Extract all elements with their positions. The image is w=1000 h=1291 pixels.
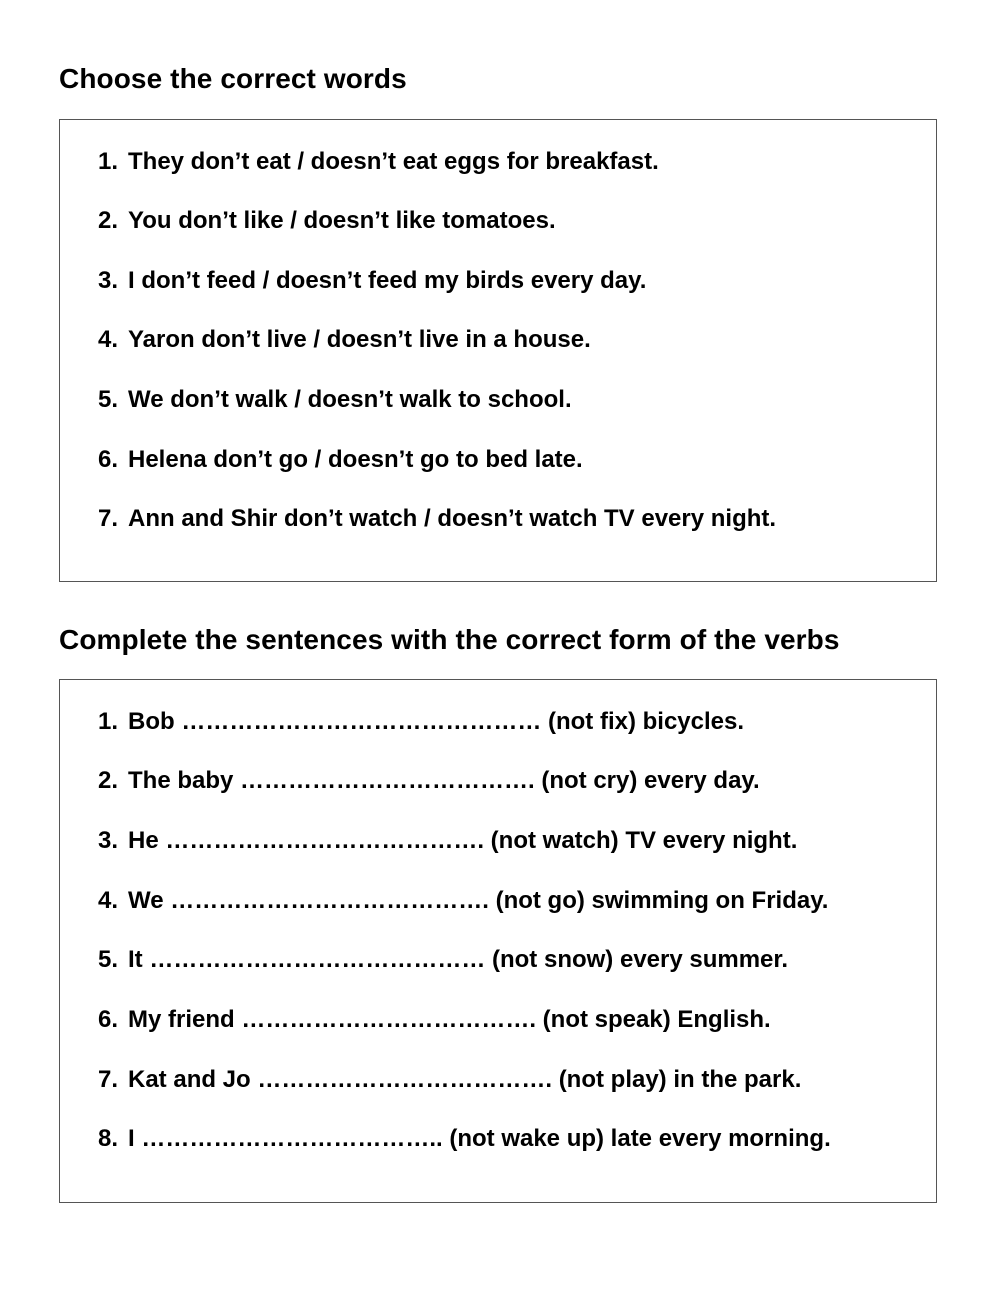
exercise-item-5 xyxy=(98,945,788,975)
item-number: 1. xyxy=(98,148,119,175)
item-text: My friend ………………………………. (not speak) English. xyxy=(128,1006,771,1033)
item-text: It …………………………………… (not snow) every summer. xyxy=(128,946,789,973)
item-number: 6. xyxy=(98,446,119,473)
exercise-item-2 xyxy=(98,206,556,236)
item-text: We …………………………………. (not go) swimming on Friday. xyxy=(128,887,829,914)
section-1-heading: Choose the correct words xyxy=(59,63,407,94)
item-text: I don’t feed / doesn’t feed my birds every day. xyxy=(128,267,647,294)
item-text: The baby ………………………………. (not cry) every day. xyxy=(128,767,760,794)
item-text: Kat and Jo ………………………………. (not play) in the park. xyxy=(128,1066,802,1093)
item-number: 3. xyxy=(98,267,119,294)
exercise-item-4 xyxy=(98,325,591,355)
item-text: They don’t eat / doesn’t eat eggs for breakfast. xyxy=(128,148,659,175)
item-number: 6. xyxy=(98,1006,119,1033)
exercise-item-7 xyxy=(98,1065,801,1095)
item-text: Ann and Shir don’t watch / doesn’t watch TV every night. xyxy=(128,505,777,532)
item-text: I ……………………………….. (not wake up) late every morning. xyxy=(128,1125,831,1152)
exercise-item-2 xyxy=(98,766,760,796)
item-number: 7. xyxy=(98,505,119,532)
item-text: Yaron don’t live / doesn’t live in a house. xyxy=(128,326,591,353)
item-number: 3. xyxy=(98,827,119,854)
item-text: He …………………………………. (not watch) TV every night. xyxy=(128,827,798,854)
item-number: 4. xyxy=(98,326,119,353)
item-number: 2. xyxy=(98,207,119,234)
item-number: 4. xyxy=(98,887,119,914)
item-text: Helena don’t go / doesn’t go to bed late. xyxy=(128,446,583,473)
complete-sentences-box xyxy=(59,679,937,1203)
item-text: You don’t like / doesn’t like tomatoes. xyxy=(128,207,556,234)
exercise-item-3 xyxy=(98,826,797,856)
item-number: 2. xyxy=(98,767,119,794)
choose-words-box xyxy=(59,119,937,582)
exercise-item-6 xyxy=(98,445,583,475)
exercise-item-8 xyxy=(98,1124,831,1154)
item-number: 5. xyxy=(98,946,119,973)
exercise-item-7 xyxy=(98,504,776,534)
item-number: 7. xyxy=(98,1066,119,1093)
exercise-item-6 xyxy=(98,1005,771,1035)
exercise-item-4 xyxy=(98,886,828,916)
section-2-heading: Complete the sentences with the correct form of the verbs xyxy=(59,624,840,655)
exercise-item-1 xyxy=(98,147,659,177)
exercise-item-1 xyxy=(98,707,744,737)
item-number: 8. xyxy=(98,1125,119,1152)
item-text: We don’t walk / doesn’t walk to school. xyxy=(128,386,572,413)
item-number: 1. xyxy=(98,708,119,735)
item-number: 5. xyxy=(98,386,119,413)
exercise-item-5 xyxy=(98,385,572,415)
exercise-item-3 xyxy=(98,266,646,296)
item-text: Bob ……………………………………… (not fix) bicycles. xyxy=(128,708,745,735)
